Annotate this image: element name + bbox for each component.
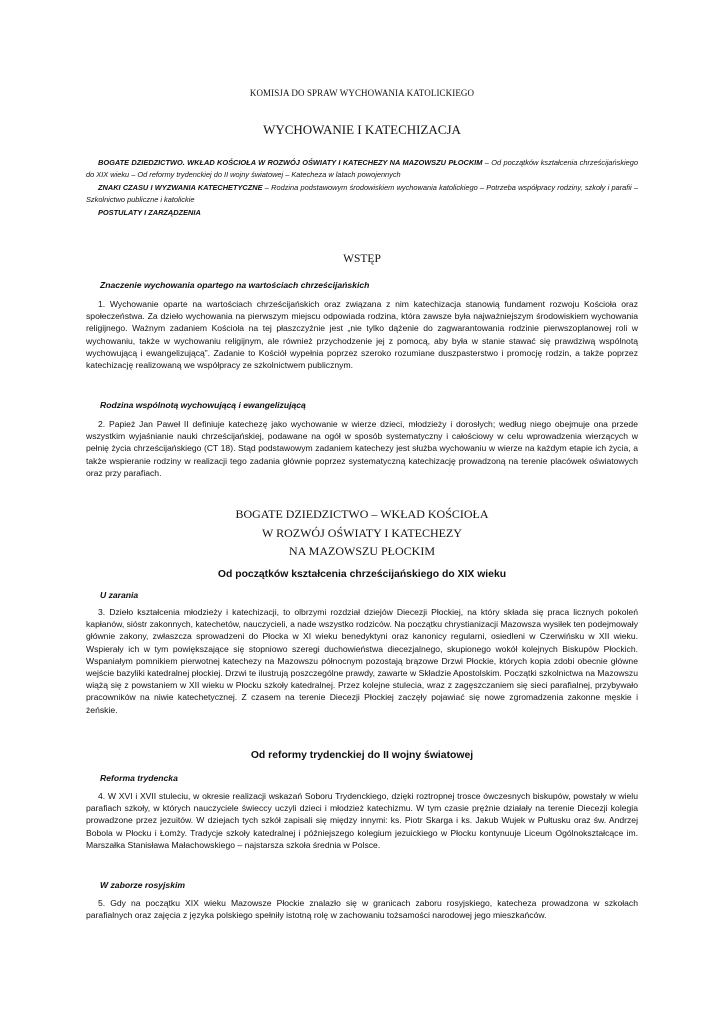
document-title: WYCHOWANIE I KATECHIZACJA	[263, 122, 461, 137]
chapter-heading-line: NA MAZOWSZU PŁOCKIM	[288, 544, 435, 558]
toc-entry	[86, 207, 638, 219]
subheading: Rodzina wspólnotą wychowującą i ewangelizującą	[100, 400, 306, 410]
paragraph-4: 4. W XVI i XVII stuleciu, w okresie realizacji wskazań Soboru Trydenckiego, dzięki roztropnej trosce ówczesnych biskupów, powstały w wielu parafiach szkoły, w których nauczyciele świeccy uczyli dzieci i młodzież katechizmu. W tym czasie prężnie działały na terenie Diecezji kolegia prowadzone przez jezuitów. W dziejach tych szkół zapisali się między innymi: ks. Piotr Skarga i ks. Jakub Wujek w Pułtusku oraz św. Andrzej Bobola w Płocku i Łomży. Tradycje szkoły katedralnej i późniejszego kolegium jezuickiego w Płocku kontynuuje Liceum Ogólnokształcące im. Marszałka Stanisława Małachowskiego – najstarsza szkoła średnia w Polsce.	[86, 791, 638, 850]
toc-section-title: ZNAKI CZASU I WYZWANIA KATECHETYCZNE	[98, 183, 263, 193]
section-heading-intro: WSTĘP	[343, 253, 381, 265]
subheading: Reforma trydencka	[100, 773, 178, 783]
table-of-contents	[86, 157, 638, 221]
chapter-heading	[0, 505, 724, 561]
paragraph-5: 5. Gdy na początku XIX wieku Mazowsze Płockie znalazło się w granicach zaboru rosyjskiego, katecheza prowadzona w szkołach parafialnych oraz zajęcia z języka polskiego spełniły istotną rolę w zachowaniu tożsamości narodowej jego mieszkańców.	[86, 898, 638, 921]
commission-name: KOMISJA DO SPRAW WYCHOWANIA KATOLICKIEGO	[249, 88, 475, 98]
toc-entry	[86, 157, 638, 180]
chapter-heading-line: BOGATE DZIEDZICTWO – WKŁAD KOŚCIOŁA	[235, 507, 489, 521]
toc-section-title: POSTULATY I ZARZĄDZENIA	[98, 208, 201, 218]
subheading: Znaczenie wychowania opartego na wartościach chrześcijańskich	[100, 280, 370, 290]
subheading: W zaborze rosyjskim	[100, 880, 186, 890]
section-heading: Od reformy trydenckiej do II wojny światowej	[250, 750, 474, 761]
paragraph-2: 2. Papież Jan Paweł II definiuje katechezę jako wychowanie w wierze dzieci, młodzieży i dorosłych; według niego obejmuje ona przede wszystkim wyjaśnianie nauki chrześcijańskiej, podawane na ogół w sposób systematyczny i całościowy w celu wprowadzenia wierzących w pełnię życia chrześcijańskiego (CT 18). Stąd podstawowym zadaniem katechezy jest służba wychowaniu w wierze na każdym etapie ich życia, a także wspieranie rodziny w realizacji tego zadania głównie poprzez systematyczną katechizację prowadzoną na terenie placówek oświatowych oraz przy parafiach.	[86, 419, 638, 478]
chapter-heading-line: W ROZWÓJ OŚWIATY I KATECHEZY	[262, 525, 462, 540]
paragraph-3: 3. Dzieło kształcenia młodzieży i katechizacji, to olbrzymi rozdział dziejów Diecezji Płockiej, na który składa się praca licznych pokoleń kapłanów, sióstr zakonnych, katechetów, nauczycieli, a nade wszystko rodziców. Na początku chrystianizacji Mazowsza wysiłek ten podejmowały głównie zakony, zwłaszcza sprowadzeni do Płocka w XI wieku benedyktyni oraz kanonicy regularni, osiedleni w Czerwińsku w XII wieku. Wspierały ich w tym powiększające się stopniowo szeregi duchowieństwa diecezjalnego, skupionego wokół kolejnych Biskupów Płockich. Wspaniałym pomnikiem pierwotnej katechezy na Mazowszu północnym pozostają brązowe Drzwi Płockie, których kopia zdobi obecnie główne wejście bazyliki katedralnej płockiej. Drzwi te ilustrują poszczególne prawdy, zawarte w Składzie Apostolskim. Początki szkolnictwa na Mazowszu wiążą się z powstaniem w XII wieku w Płocku szkoły katedralnej. Przez kolejne stulecia, wraz z zagęszczaniem się sieci parafialnej, przybywało pracowników na niwie katechetycznej. Z czasem na terenie Diecezji Płockiej zaczęły pojawiać się nowe zgromadzenia zakonne męskie i żeńskie.	[86, 607, 638, 715]
toc-entry	[86, 182, 638, 205]
toc-section-title: BOGATE DZIEDZICTWO. WKŁAD KOŚCIOŁA W ROZWÓJ OŚWIATY I KATECHEZY NA MAZOWSZU PŁOCKIM	[98, 158, 483, 167]
toc-subsections: – Od początków kształcenia chrześcijańskiego do XIX wieku – Od reformy trydenckiej do II wojny światowej – Katecheza w latach powojennych	[86, 158, 638, 179]
paragraph-1: 1. Wychowanie oparte na wartościach chrześcijańskich oraz związana z nim katechizacja stanowią fundament rozwoju Kościoła oraz społeczeństwa. Za dzieło wychowania na pierwszym miejscu odpowiada rodzina, która zawsze była najważniejszym środowiskiem wychowania religijnego. Ważnym zadaniem Kościoła na tej płaszczyźnie jest „nie tylko dążenie do zagwarantowania rodzinie pierwszoplanowej roli w wychowaniu, także w wychowaniu religijnym, ale również przychodzenie jej z pomocą, aby była w stanie stawać się prawdziwą wspólnotą wychowującą i ewangelizującą”. Zadanie to Kościół wypełnia poprzez szeroko rozumiane duszpasterstwo i promocję rodzin, a także poprzez katechizację realizowaną we współpracy ze szkolnictwem publicznym.	[86, 299, 638, 371]
subheading: U zarania	[100, 590, 139, 600]
toc-subsections: – Rodzina podstawowym środowiskiem wychowania katolickiego – Potrzeba współpracy rodziny, szkoły i parafii – Szkolnictwo publiczne i katolickie	[86, 183, 638, 204]
section-heading: Od początków kształcenia chrześcijańskiego do XIX wieku	[217, 569, 507, 580]
